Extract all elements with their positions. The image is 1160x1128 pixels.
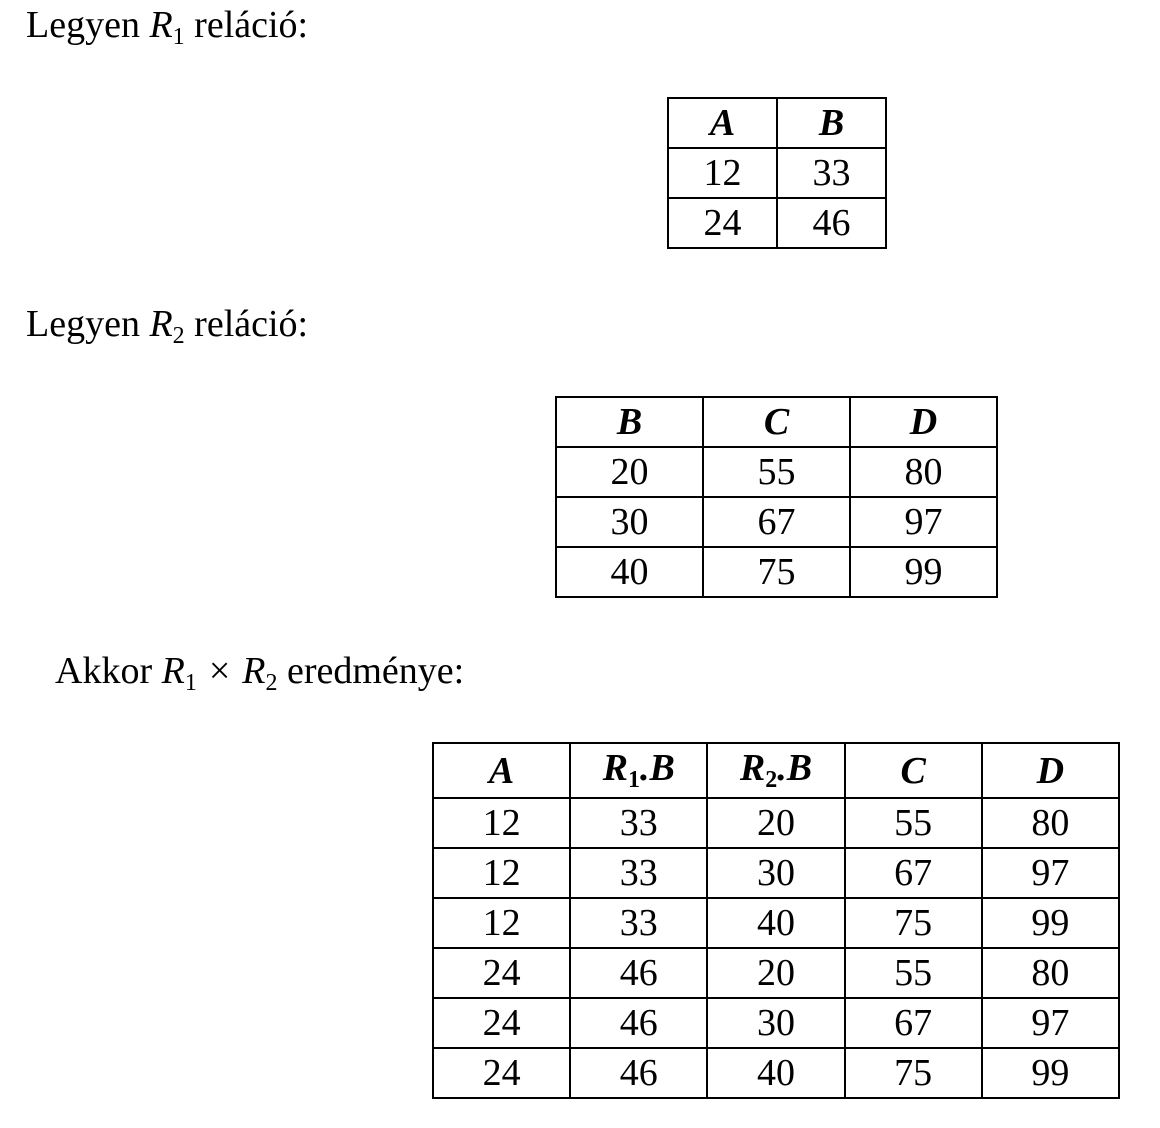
table-cell: 75 [845, 1048, 982, 1098]
table-cell: 97 [850, 497, 997, 547]
header-attribute: .B [640, 747, 675, 789]
column-header-d: D [982, 743, 1119, 798]
r2-intro-text [26, 302, 308, 351]
table-cell: 30 [707, 998, 844, 1048]
header-relation-symbol: R [739, 747, 766, 789]
relation-symbol: R [149, 4, 173, 46]
table-row [433, 1048, 1119, 1098]
table-row [433, 798, 1119, 848]
table-cell: 40 [707, 1048, 844, 1098]
table-cell: 55 [703, 447, 850, 497]
table-row [433, 848, 1119, 898]
table-cell: 33 [570, 898, 707, 948]
table-cell: 75 [703, 547, 850, 597]
table-cell: 40 [707, 898, 844, 948]
column-header-r2-b [707, 743, 844, 798]
table-cell: 24 [433, 948, 570, 998]
column-header-b: B [777, 98, 886, 148]
intro-prefix: Legyen [26, 303, 150, 345]
table-row [433, 948, 1119, 998]
table-cell: 99 [982, 1048, 1119, 1098]
table-cell: 12 [433, 848, 570, 898]
table-cell: 67 [845, 848, 982, 898]
r1-table [667, 97, 887, 249]
table-cell: 33 [777, 148, 886, 198]
column-header-a: A [433, 743, 570, 798]
table-row [433, 898, 1119, 948]
table-cell: 24 [433, 1048, 570, 1098]
header-relation-symbol: R [602, 747, 629, 789]
column-header-c: C [703, 397, 850, 447]
product-table [432, 742, 1120, 1099]
table-cell: 33 [570, 848, 707, 898]
table-cell: 33 [570, 798, 707, 848]
table-row [668, 148, 886, 198]
intro-suffix: eredménye: [277, 650, 465, 692]
table-cell: 46 [777, 198, 886, 248]
relation-symbol: R [149, 303, 173, 345]
table-row [668, 198, 886, 248]
relation-subscript: 2 [265, 670, 278, 696]
table-cell: 80 [982, 948, 1119, 998]
table-row [433, 998, 1119, 1048]
table-cell: 97 [982, 848, 1119, 898]
table-cell: 12 [433, 898, 570, 948]
table-row [556, 497, 997, 547]
column-header-r1-b [570, 743, 707, 798]
table-cell: 55 [845, 798, 982, 848]
product-intro-text [55, 649, 464, 698]
r1-intro-text [26, 3, 308, 52]
relation-subscript: 1 [184, 670, 197, 696]
table-cell: 20 [556, 447, 703, 497]
column-header-a: A [668, 98, 777, 148]
relation-symbol: R [161, 650, 185, 692]
table-cell: 24 [433, 998, 570, 1048]
relation-subscript: 2 [172, 323, 185, 349]
table-cell: 12 [433, 798, 570, 848]
table-cell: 46 [570, 998, 707, 1048]
intro-prefix: Akkor [55, 650, 162, 692]
table-cell: 30 [556, 497, 703, 547]
table-cell: 12 [668, 148, 777, 198]
table-cell: 46 [570, 1048, 707, 1098]
table-cell: 99 [850, 547, 997, 597]
header-relation-subscript: 1 [628, 767, 641, 793]
table-cell: 99 [982, 898, 1119, 948]
table-header-row [668, 98, 886, 148]
table-cell: 20 [707, 948, 844, 998]
table-cell: 67 [703, 497, 850, 547]
table-cell: 24 [668, 198, 777, 248]
intro-suffix: reláció: [184, 303, 309, 345]
relation-subscript: 1 [172, 24, 185, 50]
cartesian-product-operator: × [208, 650, 231, 692]
table-cell: 46 [570, 948, 707, 998]
header-attribute: .B [777, 747, 813, 789]
table-row [556, 547, 997, 597]
table-header-row [433, 743, 1119, 798]
column-header-d: D [850, 397, 997, 447]
table-cell: 20 [707, 798, 844, 848]
intro-suffix: reláció: [184, 4, 309, 46]
table-cell: 40 [556, 547, 703, 597]
table-cell: 75 [845, 898, 982, 948]
table-cell: 97 [982, 998, 1119, 1048]
header-relation-subscript: 2 [765, 767, 778, 793]
table-cell: 67 [845, 998, 982, 1048]
column-header-c: C [845, 743, 982, 798]
table-cell: 80 [982, 798, 1119, 848]
table-cell: 30 [707, 848, 844, 898]
column-header-b: B [556, 397, 703, 447]
r2-table [555, 396, 998, 598]
table-row [556, 447, 997, 497]
relation-symbol: R [242, 650, 266, 692]
table-cell: 55 [845, 948, 982, 998]
table-header-row [556, 397, 997, 447]
table-cell: 80 [850, 447, 997, 497]
intro-prefix: Legyen [26, 4, 150, 46]
